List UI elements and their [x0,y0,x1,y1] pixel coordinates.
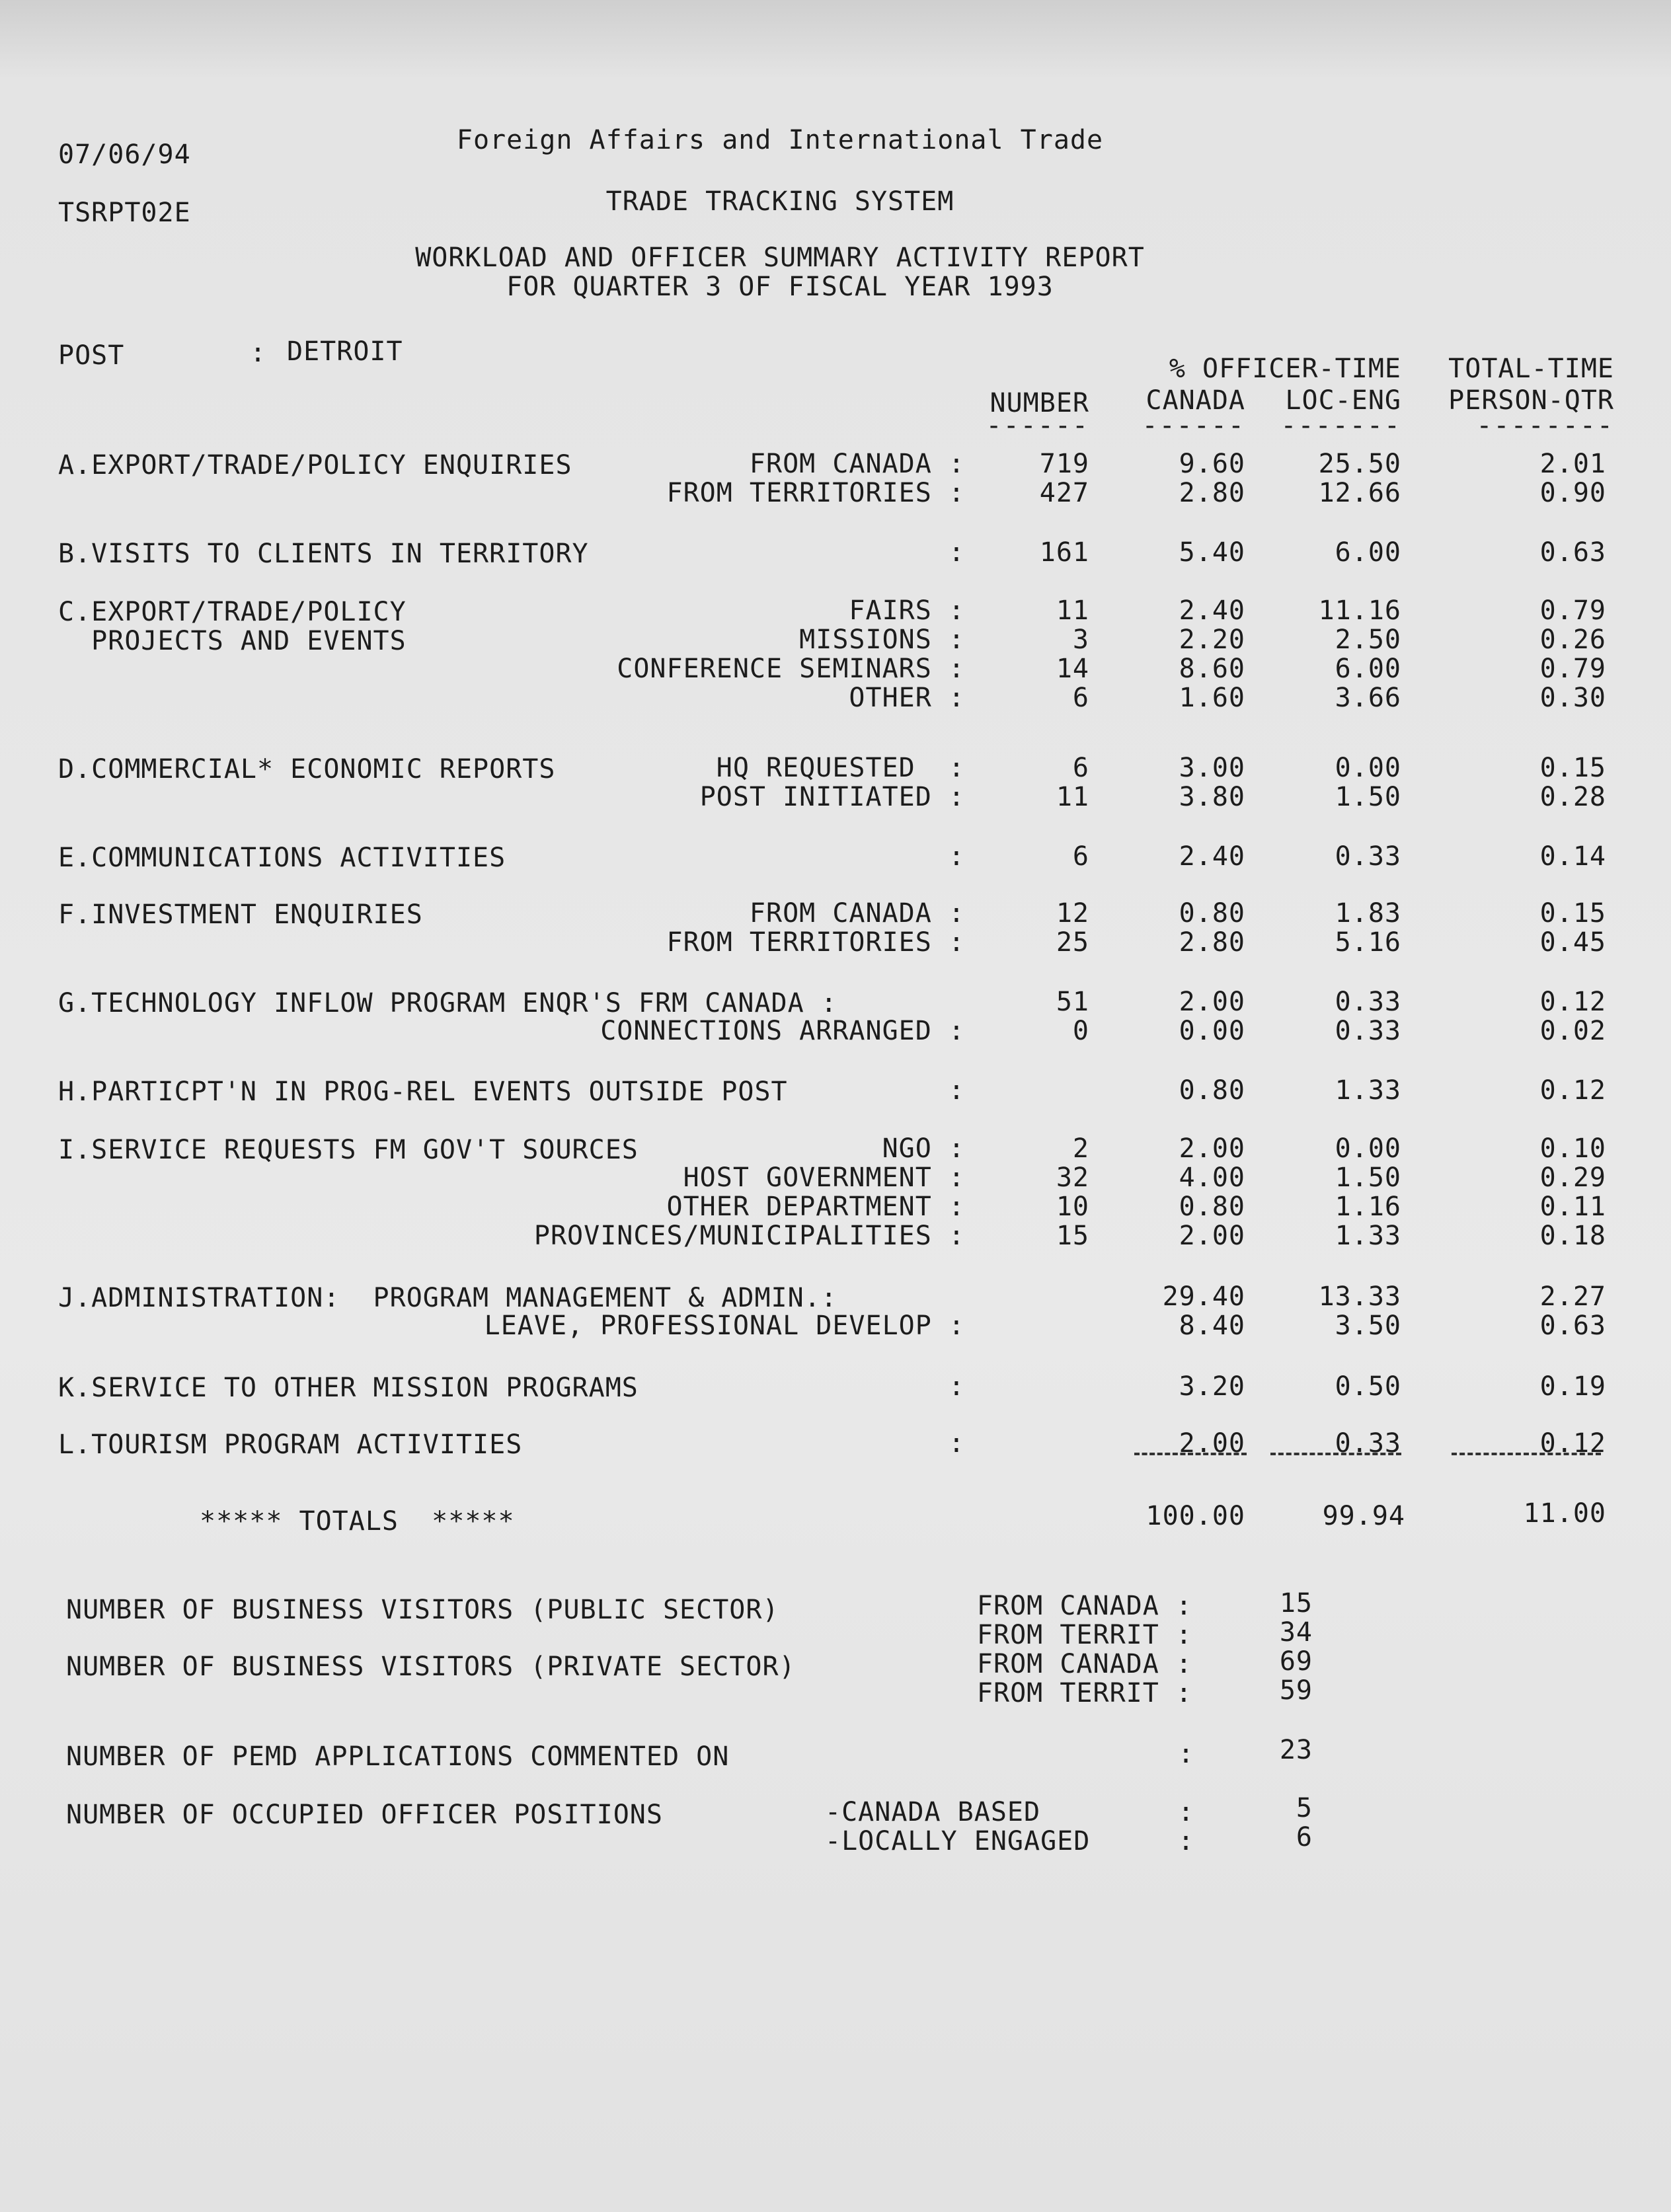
row-person-qtr: 0.12 [1539,1075,1606,1106]
canada-based-label: -CANADA BASED [825,1797,1041,1827]
row-subcategory: : [948,1075,965,1106]
row-category: C.EXPORT/TRADE/POLICY [58,597,407,627]
loc-eng-total-rule [1270,1453,1401,1455]
row-number: 427 [1039,478,1089,508]
row-category: D.COMMERCIAL* ECONOMIC REPORTS [58,754,556,784]
person-qtr-underline: -------- [1476,410,1614,441]
private-from-territ-value: 59 [1279,1675,1313,1706]
private-from-territ-label: FROM TERRIT : [976,1678,1192,1708]
row-loc-eng-pct: 0.33 [1335,841,1401,872]
row-canada-pct: 0.00 [1179,1016,1245,1046]
row-number: 6 [1072,841,1089,872]
row-loc-eng-pct: 1.16 [1335,1192,1401,1222]
row-canada-pct: 0.80 [1179,1075,1245,1106]
public-from-canada-label: FROM CANADA : [976,1591,1192,1621]
row-category: PROJECTS AND EVENTS [58,626,407,656]
row-subcategory: NGO : [882,1133,965,1164]
row-category: L.TOURISM PROGRAM ACTIVITIES [58,1430,523,1460]
report-title-line2: FOR QUARTER 3 OF FISCAL YEAR 1993 [506,272,1054,302]
row-person-qtr: 0.10 [1539,1133,1606,1164]
locally-engaged-label: -LOCALLY ENGAGED [825,1826,1091,1856]
row-loc-eng-pct: 5.16 [1335,927,1401,958]
row-loc-eng-pct: 1.50 [1335,1163,1401,1193]
row-loc-eng-pct: 0.33 [1335,1016,1401,1046]
row-category: H.PARTICPT'N IN PROG-REL EVENTS OUTSIDE POST [58,1077,788,1107]
row-person-qtr: 0.15 [1539,753,1606,783]
canada-underline: ------ [1142,410,1245,441]
row-number: 0 [1072,1016,1089,1046]
private-sector-visitors-label: NUMBER OF BUSINESS VISITORS (PRIVATE SECTOR) [66,1652,796,1682]
row-subcategory: FROM CANADA : [749,898,965,929]
row-category: J.ADMINISTRATION: PROGRAM MANAGEMENT & ADMIN.: [58,1283,837,1313]
row-number: 10 [1056,1192,1089,1222]
row-person-qtr: 0.79 [1539,654,1606,684]
row-person-qtr: 0.14 [1539,841,1606,872]
row-loc-eng-pct: 1.33 [1335,1075,1401,1106]
pemd-applications-value: 23 [1279,1735,1313,1765]
department-title: Foreign Affairs and International Trade [456,125,1104,155]
row-loc-eng-pct: 3.50 [1335,1311,1401,1341]
row-subcategory: CONNECTIONS ARRANGED : [600,1016,965,1046]
canada-header: CANADA [1146,385,1245,416]
loc-eng-underline: ------- [1280,410,1401,441]
row-loc-eng-pct: 1.50 [1335,782,1401,812]
row-category: K.SERVICE TO OTHER MISSION PROGRAMS [58,1373,639,1403]
row-number: 14 [1056,654,1089,684]
canada-based-value: 5 [1296,1793,1313,1823]
totals-person-qtr: 11.00 [1523,1498,1606,1529]
row-subcategory: OTHER : [849,683,965,713]
row-category: E.COMMUNICATIONS ACTIVITIES [58,843,506,873]
post-label: POST [58,340,125,371]
row-person-qtr: 0.63 [1539,537,1606,568]
row-person-qtr: 0.12 [1539,1428,1606,1459]
row-person-qtr: 0.19 [1539,1371,1606,1402]
row-canada-pct: 8.40 [1179,1311,1245,1341]
row-category: A.EXPORT/TRADE/POLICY ENQUIRIES [58,450,572,480]
row-loc-eng-pct: 0.50 [1335,1371,1401,1402]
row-number: 3 [1072,625,1089,655]
row-category: F.INVESTMENT ENQUIRIES [58,899,423,930]
row-person-qtr: 0.18 [1539,1221,1606,1251]
row-canada-pct: 2.00 [1179,1221,1245,1251]
pct-officer-time-header: % OFFICER-TIME [1169,354,1401,384]
loc-eng-header: LOC-ENG [1285,385,1401,416]
row-person-qtr: 2.27 [1539,1281,1606,1312]
number-underline: ------ [986,410,1089,441]
canada-total-rule [1134,1453,1247,1455]
row-canada-pct: 2.00 [1179,987,1245,1017]
total-time-header: TOTAL-TIME [1448,354,1614,384]
row-person-qtr: 0.30 [1539,683,1606,713]
row-loc-eng-pct: 13.33 [1318,1281,1401,1312]
row-loc-eng-pct: 2.50 [1335,625,1401,655]
row-loc-eng-pct: 0.00 [1335,1133,1401,1164]
row-subcategory: POST INITIATED : [699,782,965,812]
row-canada-pct: 2.20 [1179,625,1245,655]
row-loc-eng-pct: 11.16 [1318,595,1401,626]
row-person-qtr: 0.28 [1539,782,1606,812]
row-number: 2 [1072,1133,1089,1164]
row-person-qtr: 0.26 [1539,625,1606,655]
report-date: 07/06/94 [58,139,191,170]
row-canada-pct: 8.60 [1179,654,1245,684]
post-separator: : [250,338,267,368]
row-subcategory: OTHER DEPARTMENT : [666,1192,965,1222]
person-qtr-total-rule [1452,1453,1601,1455]
row-canada-pct: 9.60 [1179,449,1245,479]
row-canada-pct: 0.80 [1179,1192,1245,1222]
row-number: 12 [1056,898,1089,929]
row-subcategory: FROM CANADA : [749,449,965,479]
row-subcategory: FAIRS : [849,595,965,626]
row-subcategory: : [948,1371,965,1402]
pemd-separator: : [1178,1739,1195,1769]
row-subcategory: PROVINCES/MUNICIPALITIES : [533,1221,965,1251]
row-loc-eng-pct: 6.00 [1335,537,1401,568]
row-canada-pct: 29.40 [1162,1281,1245,1312]
row-category: G.TECHNOLOGY INFLOW PROGRAM ENQR'S FRM CANADA : [58,988,837,1018]
row-canada-pct: 0.80 [1179,898,1245,929]
row-category: B.VISITS TO CLIENTS IN TERRITORY [58,539,589,569]
row-loc-eng-pct: 12.66 [1318,478,1401,508]
row-number: 51 [1056,987,1089,1017]
row-canada-pct: 3.00 [1179,753,1245,783]
report-title-line1: WORKLOAD AND OFFICER SUMMARY ACTIVITY REPORT [415,243,1145,273]
row-number: 11 [1056,782,1089,812]
row-loc-eng-pct: 0.33 [1335,987,1401,1017]
post-value: DETROIT [287,336,403,367]
row-subcategory: FROM TERRITORIES : [666,478,965,508]
report-code: TSRPT02E [58,198,191,228]
row-loc-eng-pct: 0.33 [1335,1428,1401,1459]
totals-canada: 100.00 [1146,1501,1245,1531]
officer-positions-label: NUMBER OF OCCUPIED OFFICER POSITIONS [66,1800,663,1830]
row-loc-eng-pct: 6.00 [1335,654,1401,684]
locally-engaged-value: 6 [1296,1822,1313,1852]
row-number: 6 [1072,753,1089,783]
row-canada-pct: 5.40 [1179,537,1245,568]
row-subcategory: FROM TERRITORIES : [666,927,965,958]
row-number: 25 [1056,927,1089,958]
locally-engaged-separator: : [1178,1826,1195,1856]
system-title: TRADE TRACKING SYSTEM [605,186,954,217]
row-person-qtr: 0.63 [1539,1311,1606,1341]
row-subcategory: LEAVE, PROFESSIONAL DEVELOP : [484,1311,965,1341]
row-person-qtr: 0.90 [1539,478,1606,508]
row-subcategory: HOST GOVERNMENT : [683,1163,965,1193]
private-from-canada-value: 69 [1279,1646,1313,1677]
row-canada-pct: 3.80 [1179,782,1245,812]
public-from-canada-value: 15 [1279,1588,1313,1619]
row-loc-eng-pct: 1.33 [1335,1221,1401,1251]
public-from-territ-value: 34 [1279,1617,1313,1648]
row-loc-eng-pct: 0.00 [1335,753,1401,783]
row-person-qtr: 0.12 [1539,987,1606,1017]
row-number: 719 [1039,449,1089,479]
totals-loc-eng: 99.94 [1322,1501,1405,1531]
row-number: 32 [1056,1163,1089,1193]
row-canada-pct: 2.00 [1179,1133,1245,1164]
public-sector-visitors-label: NUMBER OF BUSINESS VISITORS (PUBLIC SECTOR) [66,1595,779,1625]
totals-label: ***** TOTALS ***** [200,1506,515,1537]
row-canada-pct: 2.40 [1179,841,1245,872]
row-person-qtr: 2.01 [1539,449,1606,479]
number-header: NUMBER [990,388,1089,418]
row-person-qtr: 0.11 [1539,1192,1606,1222]
row-loc-eng-pct: 3.66 [1335,683,1401,713]
row-canada-pct: 2.40 [1179,595,1245,626]
row-number: 6 [1072,683,1089,713]
row-subcategory: MISSIONS : [799,625,965,655]
public-from-territ-label: FROM TERRIT : [976,1620,1192,1650]
row-subcategory: HQ REQUESTED : [716,753,965,783]
pemd-applications-label: NUMBER OF PEMD APPLICATIONS COMMENTED ON [66,1741,730,1772]
row-canada-pct: 1.60 [1179,683,1245,713]
row-canada-pct: 2.00 [1179,1428,1245,1459]
row-number: 161 [1039,537,1089,568]
canada-based-separator: : [1178,1797,1195,1827]
row-subcategory: : [948,1428,965,1459]
row-person-qtr: 0.15 [1539,898,1606,929]
private-from-canada-label: FROM CANADA : [976,1649,1192,1679]
row-subcategory: CONFERENCE SEMINARS : [617,654,965,684]
person-qtr-header: PERSON-QTR [1448,385,1614,416]
row-number: 15 [1056,1221,1089,1251]
row-person-qtr: 0.02 [1539,1016,1606,1046]
row-canada-pct: 3.20 [1179,1371,1245,1402]
row-person-qtr: 0.45 [1539,927,1606,958]
row-loc-eng-pct: 1.83 [1335,898,1401,929]
row-canada-pct: 2.80 [1179,478,1245,508]
row-loc-eng-pct: 25.50 [1318,449,1401,479]
row-person-qtr: 0.29 [1539,1163,1606,1193]
row-subcategory: : [948,841,965,872]
row-number: 11 [1056,595,1089,626]
row-canada-pct: 2.80 [1179,927,1245,958]
row-subcategory: : [948,537,965,568]
row-category: I.SERVICE REQUESTS FM GOV'T SOURCES [58,1135,639,1165]
row-canada-pct: 4.00 [1179,1163,1245,1193]
row-person-qtr: 0.79 [1539,595,1606,626]
